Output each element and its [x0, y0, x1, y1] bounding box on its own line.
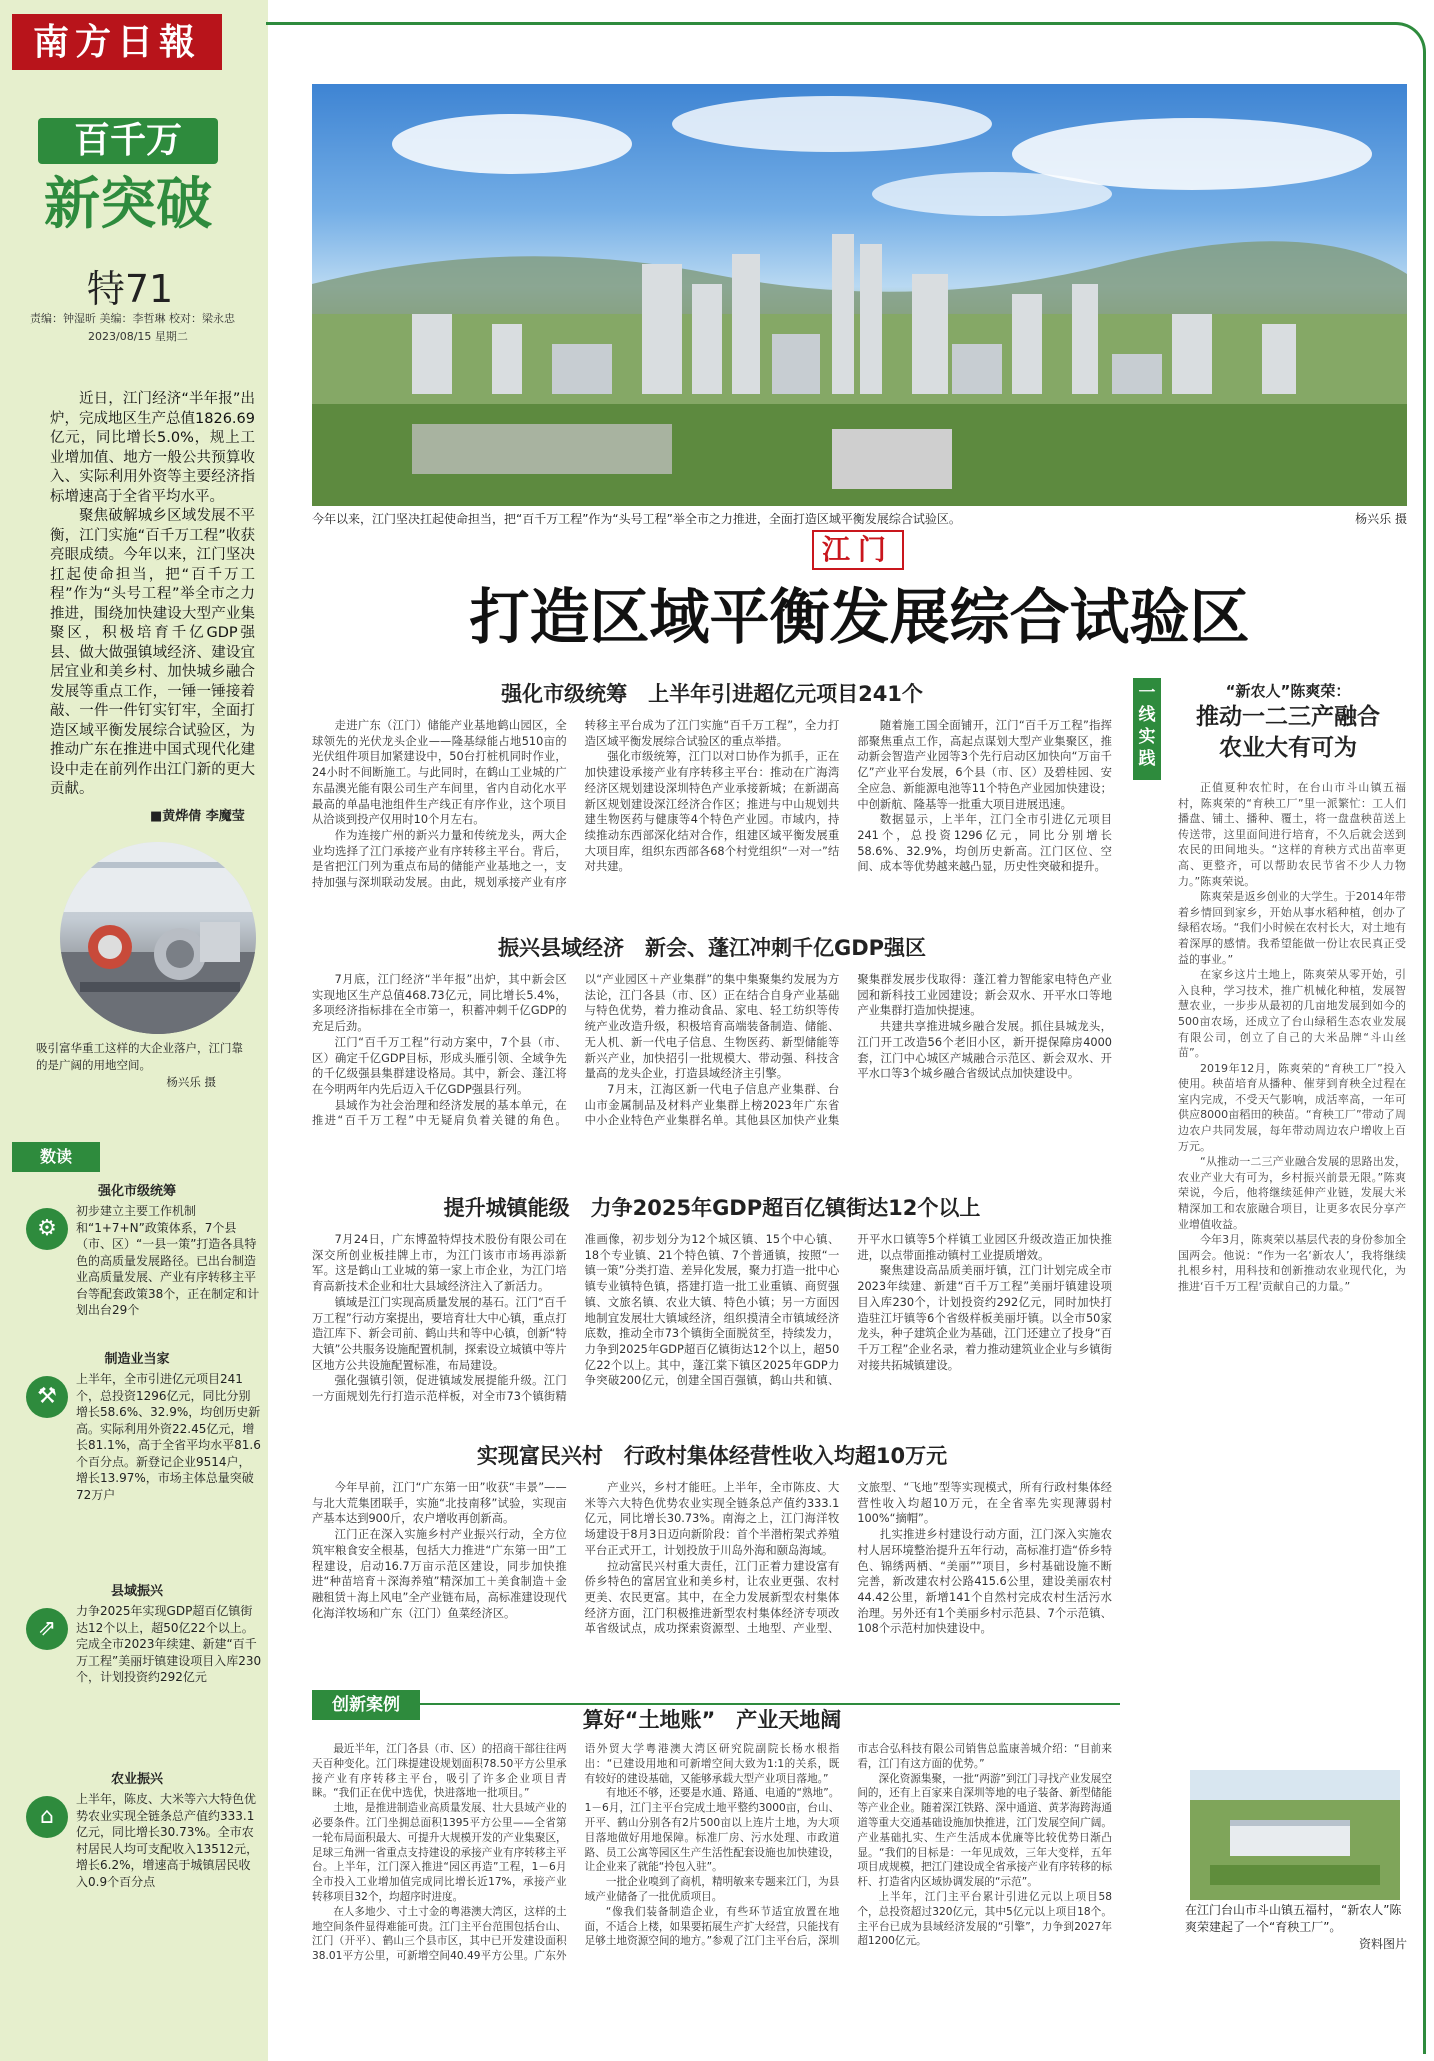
- body-paragraph: “像我们装备制造企业，有些环节适宜放置在地面，不适合上楼，如果要拓展生产扩大经营，只能找有足够土地资源空间的地方。”参观了江门主平台后，深圳市志合弘科技有限公司销售总监康善城介绍：“目前来看，江门有这方面的优势。”: [584, 1743, 1112, 1948]
- body-paragraph: 上半年，江门主平台累计引进亿元以上项目58个，总投资超过320亿元，其中5亿元以上项目18个。主平台已成为县域经济发展的“引擎”，力争到2027年超1200亿元。: [857, 1890, 1112, 1948]
- section-subhead: 振兴县域经济 新会、蓬江冲刺千亿GDP强区: [497, 936, 927, 960]
- growth-arrow-icon: ⇗: [26, 1608, 68, 1650]
- body-paragraph: 深化资源集聚，一批“两游”到江门寻找产业发展空间的，还有上百家来自深圳等地的电子装备、新型储能等产业企业。随着深江铁路、深中通道、黄茅海跨海通道等重大交通基础设施加快推进，江门发展空间广阔。产业基础扎实、生产生活成本优廉等比较优势日渐凸显。“我们的目标是：一年见成效，三年大变样，五年项目成规模，把江门建设成全省承接产业有序转移的标杆、打造省内区域协调发展的“示范”。: [857, 1772, 1112, 1889]
- lead-paragraph: 聚焦破解城乡区域发展不平衡，江门实施“百千万工程”收获亮眼成绩。今年以来，江门坚决扛起使命担当，把“百千万工程”作为“头号工程”举全市之力推进，围绕加快建设大型产业集聚区，积极培育千亿GDP强县、做大做强镇域经济、建设宜居宜业和美乡村、加快城乡融合发展等重点工作，一锤一锤接着敲、一件一件钉实钉牢，全面打造区域平衡发展综合试验区，为推动广东在推进中国式现代化建设中走在前列作出江门新的更大贡献。: [50, 508, 255, 797]
- body-paragraph: 作为连接广州的新兴力量和传统龙头，两大企业均选择了江门承接产业有序转移主平台。背后，是省把江门列为重点布局的储能产业基地之一，支持加强与深圳联动发展。由此，规划承接产业有序转移主平台成为了江门实施“百千万工程”，全力打造区域平衡发展综合试验区的重点举措。: [312, 719, 840, 890]
- side-story-title: 推动一二三产融合 农业大有可为: [1196, 704, 1380, 761]
- editor-credits: 责编：钟湿昕 美编：李哲琳 校对：梁永忠: [30, 312, 235, 325]
- section-body: [312, 1232, 1112, 1422]
- data-section-text: 初步建立主要工作机制和“1+7+N”政策体系，7个县（市、区）“一县一策”打造各具特色的高质量发展路径。已出台制造业高质量发展、产业有序转移主平台等配套政策38个，正在制定和计划出台29个: [76, 1204, 260, 1317]
- left-photo-caption: 吸引富华重工这样的大企业落户，江门靠的是广阔的用地空间。 杨兴乐 摄: [36, 1040, 246, 1091]
- section-body: [312, 972, 1112, 1172]
- body-paragraph: 江门正在深入实施乡村产业振兴行动，全方位筑牢粮食安全根基，包括大力推进“广东第一田”工程建设，启动16.7万亩示范区建设，同步加快推进“种苗培育＋深海养殖”精深加工＋美食制造＋金融租赁＋海上风电”全产业链布局，高标准建设现代化海洋牧场和广东（江门）鱼菜经济区。: [312, 1528, 567, 1620]
- body-paragraph: 土地，是推进制造业高质量发展、壮大县域产业的必要条件。江门坐拥总面积1395平方公里——全省第一轮布局面积最大、可提升大规模开发的产业集聚区，足球三角洲一省重点支持建设的承接产业有序转移主平台。上半年，江门深入推进“园区再造”工程，1－6月全市投入工业增加值完成同比增长近17%，承接产业转移项目32个，均超序时进度。: [312, 1802, 567, 1903]
- body-paragraph: “从推动一二三产业融合发展的思路出发，农业产业大有可为，乡村振兴前景无限。”陈爽荣说，今后，他将继续延伸产业链，发展大米精深加工和农旅融合项目，让更多农民分享产业增值收益。: [1178, 1155, 1406, 1231]
- side-story-kicker: “新农人”陈爽荣：: [1225, 682, 1351, 700]
- body-paragraph: 产业兴，乡村才能旺。上半年，全市陈皮、大米等六大特色优势农业实现全链条总产值约333.1亿元，同比增长30.73%。南海之上，江门海洋牧场建设于8月3日迈向新阶段：首个半潜桁架式养殖平台正式开工，计划投放于川岛外海和颐岛海域。: [584, 1481, 840, 1557]
- special-issue-number: 特71: [86, 267, 174, 311]
- body-paragraph: 聚焦建设高品质美丽圩镇，江门计划完成全市2023年续建、新建“百千万工程”美丽圩镇建设项目入库230个，计划投资约292亿元，同时加快打造驻江圩镇等6个省级样板美丽圩镇。以全市50家龙头，种子建筑企业为基础，江门还建立了投身“百千万工程”企业名录，着力推动建筑业企业与乡镇街对接共拓城镇建设。: [857, 1264, 1112, 1372]
- body-paragraph: 县域作为社会治理和经济发展的基本单元，在推进“百千万工程”中无疑肩负着关键的角色。以“产业园区＋产业集群”的集中集聚集约发展为方法论，江门各县（市、区）正在结合自身产业基础与特色优势，着力推动食品、家电、轻工纺织等传统产业改造升级，积极培育高端装备制造、储能、无人机、新一代电子信息、生物医药、新型储能等新兴产业，加快招引一批规模大、带动强、科技含量高的龙头企业，打造县域经济主引擎。: [312, 973, 840, 1128]
- body-paragraph: 一批企业嗅到了商机，精明敏来专题来江门，为县域产业储备了一批优质项目。: [584, 1876, 840, 1903]
- city-aerial-photo: [312, 84, 1407, 506]
- topic-subtitle: 新突破: [44, 172, 212, 237]
- body-paragraph: 拉动富民兴村重大责任，江门正着力建设富有侨乡特色的富居宜业和美乡村，让农业更强、农村更美、农民更富。其中，在全力发展新型农村集体经济方面，江门积极推进新型农村集体经济专项改革省级试点，成功探索资源型、土地型、产业型、文旅型、“飞地”型等实现模式，所有行政村集体经营性收入均超10万元，在全省率先实现薄弱村100%“摘帽”。: [584, 1481, 1112, 1636]
- section-subhead: 强化市级统筹 上半年引进超亿元项目241个: [501, 682, 923, 706]
- photo-credit: 杨兴乐 摄: [1355, 512, 1407, 526]
- body-paragraph: 陈爽荣是返乡创业的大学生。于2014年带着乡情回到家乡，开始从事水稻种植，创办了绿稻农场。“我们小时候在农村长大，对土地有着深厚的感情。我希望能做一份让农民真正受益的事业。”: [1178, 890, 1406, 966]
- body-paragraph: 有地还不够，还要是水通、路通、电通的“熟地”。1－6月，江门主平台完成土地平整约3000亩，台山、开平、鹤山分别各有2片500亩以上连片土地，为大项目落地做好用地保障。标准厂房、污水处理、市政道路、员工公寓等园区生产生活性配套设施也加快建设，让企业来了就能“拎包入驻”。: [584, 1787, 840, 1874]
- topic-title: 百千万: [38, 118, 218, 164]
- section-subhead: 提升城镇能级 力争2025年GDP超百亿镇街达12个以上: [443, 1196, 981, 1220]
- data-section-text: 力争2025年实现GDP超百亿镇街达12个以上，超50亿22个以上。完成全市2023年续建、新建“百千万工程”美丽圩镇建设项目入库230个，计划投资约292亿元: [76, 1604, 262, 1684]
- body-paragraph: 7月底，江门经济“半年报”出炉，其中新会区实现地区生产总值468.73亿元，同比增长5.4%，多项经济指标排在全市第一，积蓄冲刺千亿GDP的充足后劲。: [312, 973, 567, 1034]
- nursery-illustration: [1190, 1770, 1400, 1900]
- data-section-title: 农业振兴: [110, 1772, 163, 1787]
- body-paragraph: 扎实推进乡村建设行动方面，江门深入实施农村人居环境整治提升五年行动，高标准打造“侨乡特色、锦绣两栖、“美丽””项目，乡村基础设施不断完善，新改建农村公路415.6公里，建设美丽农村44.42公里，新增141个自然村完成农村生活污水治理。另外还有1个美丽乡村示范县、7个示范镇、108个示范村加快建设中。: [857, 1528, 1112, 1636]
- side-photo-caption: 在江门台山市斗山镇五福村，“新农人”陈爽荣建起了一个“育秧工厂”。 资料图片: [1185, 1903, 1407, 1951]
- city-skyline-illustration: [312, 84, 1407, 506]
- lead-author: ■黄烨倩 李魔莹: [150, 809, 245, 824]
- data-section: [12, 1768, 262, 1890]
- factory-photo: [60, 842, 256, 1034]
- farm-icon: ⌂: [26, 1796, 68, 1838]
- data-section: [12, 1580, 262, 1686]
- data-section: [12, 1348, 262, 1503]
- data-section-title: 强化市级统筹: [97, 1184, 176, 1199]
- data-section-title: 县域振兴: [110, 1584, 163, 1599]
- lead-text: [50, 390, 255, 800]
- body-paragraph: 镇域是江门实现高质量发展的基石。江门“百千万工程”行动方案提出，要培育壮大中心镇，重点打造江库下、新会司前、鹤山共和等中心镇，创新“特大镇”公共服务设施配置机制，探索设立城镇中等片区地方公共设施配置标准，布局建设。: [312, 1295, 567, 1372]
- section-body: [312, 1742, 1112, 2042]
- body-paragraph: 今年早前，江门“广东第一田”收获“丰景”——与北大荒集团联手，实施“北技南移”试验，实现亩产基本达到900斤，农户增收再创新高。: [312, 1481, 567, 1526]
- body-paragraph: 随着施工国全面铺开，江门“百千万工程”指挥部聚焦重点工作，高起点谋划大型产业集聚区，推动新会智造产业园等3个先行启动区加快向“万亩千亿”产业平台发展，6个县（市、区）及碧桂园、安全应急、新能源电池等11个特色产业园加快建设；中创新航、隆基等一批重大项目进展迅速。: [857, 719, 1112, 811]
- data-section: [12, 1180, 262, 1319]
- tools-icon: ⚒: [26, 1376, 68, 1418]
- body-paragraph: 在家乡这片土地上，陈爽荣从零开始，引入良种，学习技术，推广机械化种植，发展智慧农业，一步步从最初的几亩地发展到如今的500亩农场，还成立了台山绿稻生态农业发展有限公司，创立了自己的大米品牌“斗山丝苗”。: [1178, 968, 1406, 1060]
- section-body: [312, 718, 1112, 904]
- innovation-case-tag: 创新案例: [312, 1690, 420, 1720]
- body-paragraph: 今年3月，陈爽荣以基层代表的身份参加全国两会。他说：“作为一名‘新农人’，我将继续扎根乡村，用科技和创新推动农业现代化，为推进‘百千万工程’贡献自己的力量。”: [1178, 1233, 1406, 1293]
- left-photo-credit: 杨兴乐 摄: [166, 1075, 216, 1089]
- section-subhead: 实现富民兴村 行政村集体经营性收入均超10万元: [476, 1444, 948, 1468]
- body-paragraph: 走进广东（江门）储能产业基地鹤山园区，全球领先的光伏龙头企业——隆基绿能占地510亩的光伏组件项目加紧建设中，50台打桩机同时作业，24小时不间断施工。与此同时，在鹤山工业城的广东晶澳光能有限公司生产车间里，省内自动化水平最高的单晶电池组件生产线正有序作业，这个项目从洽谈到投产仅用时10个月左右。: [312, 719, 567, 827]
- body-paragraph: 数据显示，上半年，江门全市引进亿元项目241个，总投资1296亿元，同比分别增长58.6%、32.9%，均创历史新高。江门区位、空间、成本等优势越来越凸显，历史性突破和提升。: [857, 813, 1112, 874]
- body-paragraph: 2019年12月，陈爽荣的“育秧工厂”投入使用。秧苗培育从播种、催芽到育秧全过程在室内完成，不受天气影响，成活率高，一年可供应8000亩稻田的秧苗。“育秧工厂”带动了周边农户共同发展，每年带动周边农户增收上百万元。: [1178, 1061, 1406, 1153]
- factory-illustration: [60, 842, 256, 1034]
- data-read-header: 数读: [12, 1142, 100, 1172]
- section-body: [312, 1480, 1112, 1670]
- data-section-text: 上半年，全市引进亿元项目241个，总投资1296亿元，同比分别增长58.6%、32.9%，均创历史新高。实际利用外资22.45亿元，增长81.1%，高于全省平均水平81.6个百分点。新登记企业9514户，增长13.97%，市场主体总量突破72万户: [76, 1372, 261, 1502]
- gear-icon: ⚙: [26, 1208, 68, 1250]
- side-photo-credit: 资料图片: [1358, 1937, 1407, 1951]
- body-paragraph: 江门“百千万工程”行动方案中，7个县（市、区）确定千亿GDP目标，形成头雁引领、全域争先的千亿级强县集群建设格局。其中，新会、蓬江将在今明两年内先后迈入千亿GDP强县行列。: [312, 1035, 567, 1096]
- body-paragraph: 强化市级统筹，江门以对口协作为抓手，正在加快建设承接产业有序转移主平台：推动在广海湾经济区规划建设深圳特色产业承接新城；在新湖高新区规划建设深江经济合作区；推进与中山规划共建生物医药与健康等4个特色产业园。市域内，持续推动东西部深化结对合作，组建区域平衡发展重大项目库，组织东西部各68个村党组织“一对一”结对共建。: [584, 750, 840, 874]
- data-section-text: 上半年，陈皮、大米等六大特色优势农业实现全链条总产值约333.1亿元，同比增长30.73%。全市农村居民人均可支配收入13512元，增长6.2%，增速高于城镇居民收入0.9个百分点: [76, 1792, 259, 1889]
- body-paragraph: 7月末，江海区新一代电子信息产业集群、台山市金属制品及材料产业集群上榜2023年广东省中小企业特色产业集群名单。其他县区加快产业集聚集群发展步伐取得：蓬江着力智能家电特色产业园和新科技工业园建设；新会双水、开平水口等地产业集群打造加快提速。: [584, 973, 1112, 1128]
- side-story-body: [1178, 780, 1406, 1295]
- body-paragraph: 正值夏种农忙时，在台山市斗山镇五福村，陈爽荣的“育秧工厂”里一派繁忙：工人们播盘、铺土、播种、覆土，将一盘盘秧苗送上传送带，这里面间进行培育，不久后就会送到农民的田间地头。“这样的育秧方式出苗率更高、更整齐，可以帮助农民节省不少人力物力。”陈爽荣说。: [1178, 781, 1406, 888]
- region-kicker: 江门: [812, 530, 904, 570]
- body-paragraph: 强化强镇引领，促进镇域发展提能升级。江门一方面规划先行打造示范样板，对全市73个镇街精准画像，初步划分为12个城区镇、15个中心镇、18个专业镇、21个特色镇、7个普通镇，按照“一镇一策”分类打造、差异化发展，聚力打造一批中心镇专业镇特色镇，搭建打造一批工业重镇、商贸强镇、文旅名镇、农业大镇、特色小镇；另一方面因地制宜发展壮大镇域经济，组织摸清全市镇域经济底数，推动全市73个镇街全面脱贫至，持续发力，力争到2025年GDP超百亿镇街达12个以上，超50亿22个以上。其中，蓬江棠下镇区2025年GDP力争突破200亿元，创建全国百强镇，鹤山共和镇、开平水口镇等5个样镇工业园区升级改造正加快推进，以点带面推动镇村工业提质增效。: [312, 1233, 1112, 1404]
- body-paragraph: 7月24日，广东博盈特焊技术股份有限公司在深交所创业板挂牌上市，为江门该市市场再添新军。这是鹤山工业城的第一家上市企业，为江门培育高新技术企业和壮大县域经济注入了新活力。: [312, 1233, 567, 1294]
- nursery-aerial-photo: [1190, 1770, 1400, 1900]
- issue-date: 2023/08/15 星期二: [88, 330, 188, 343]
- body-paragraph: 在人多地少、寸土寸金的粤港澳大湾区，这样的土地空间条件显得难能可贵。江门主平台范围包括台山、江门（开平）、鹤山三个县市区，其中已开发建设面积38.01平方公里，可新增空间40.49平方公里。广东外语外贸大学粤港澳大湾区研究院副院长杨水根指出：“已建设用地和可新增空间大致为1:1的关系，既有较好的建设基础，又能够承载大型产业项目落地。”: [312, 1743, 840, 1963]
- body-paragraph: 最近半年，江门各县（市、区）的招商干部往往两天百种变化。江门珠提建设规划面积78.50平方公里承接产业有序转移主平台，吸引了许多企业项目青睐。“我们正在优中选优，快进落地一批项目。”: [312, 1743, 567, 1800]
- data-section-title: 制造业当家: [104, 1352, 170, 1367]
- main-headline: 打造区域平衡发展综合试验区: [469, 583, 1250, 653]
- lead-paragraph: 近日，江门经济“半年报”出炉，完成地区生产总值1826.69亿元，同比增长5.0%，规上工业增加值、地方一般公共预算收入、实际利用外资等主要经济指标增速高于全省平均水平。: [50, 391, 255, 505]
- section-subhead: 算好“土地账” 产业天地阔: [582, 1708, 842, 1732]
- photo-caption: 今年以来，江门坚决扛起使命担当，把“百千万工程”作为“头号工程”举全市之力推进，全面打造区域平衡发展综合试验区。 杨兴乐 摄: [312, 512, 1407, 526]
- frontline-practice-tag: 一线实践: [1133, 678, 1161, 780]
- body-paragraph: 共建共享推进城乡融合发展。抓住县城龙头，江门开工改造56个老旧小区，新开提保障房4000套，江门中心城区产城融合示范区、新会双水、开平水口等3个城乡融合省级试点加快建设中。: [857, 1020, 1112, 1081]
- newspaper-masthead: 南方日報: [12, 14, 222, 70]
